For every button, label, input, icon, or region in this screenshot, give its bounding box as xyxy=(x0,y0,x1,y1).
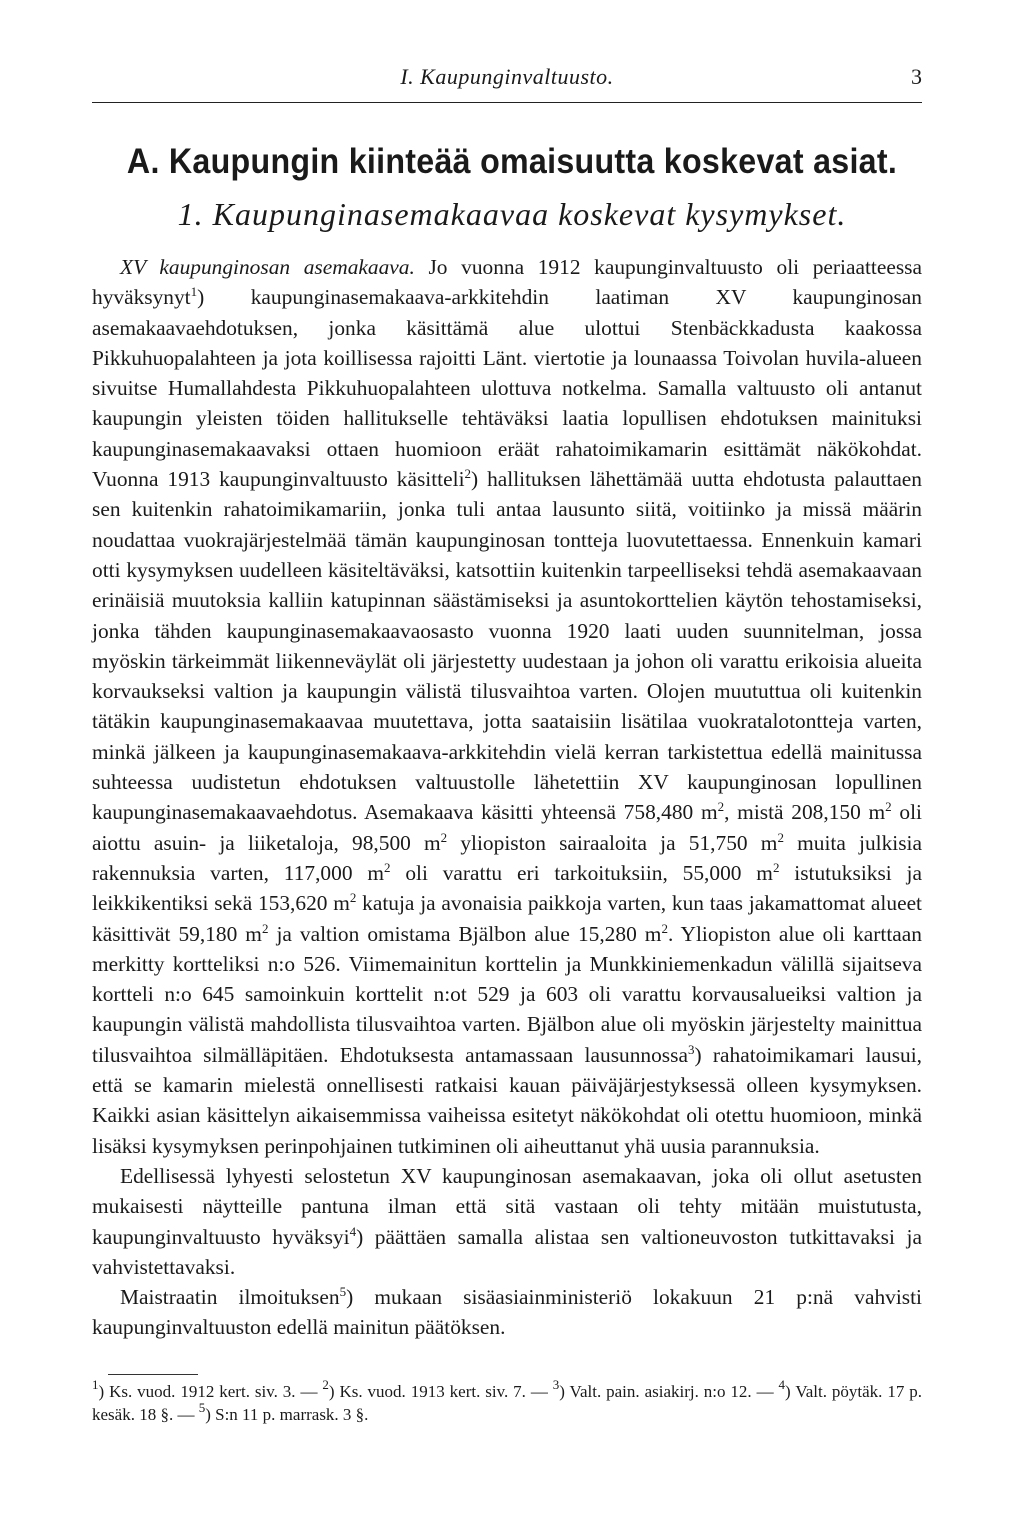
footnote-text: ) Ks. vuod. 1912 kert. siv. 3. — xyxy=(98,1382,323,1401)
text-span: ) rahatoimikamari lausui, että se kamarin mielestä onnellisesti ratkaisi kauan päiväjärjestyksessä olleen kysymyksen. Kaikki asian käsittelyn aikaisemmissa vaiheissa esitetyt näkökohdat oli otettu huomioon, minkä lisäksi kysymyksen perinpohjainen tutkiminen oli aiheuttanut yhä uusia parannuksia. xyxy=(92,1042,923,1158)
footnote-ref: 2 xyxy=(464,466,472,482)
footnotes xyxy=(92,1377,923,1426)
sub-heading: 1. Kaupunginasemakaavaa koskevat kysymykset. xyxy=(177,196,847,232)
text-span: oli aiottu asuin- ja liiketaloja, 98,500 m xyxy=(92,800,922,855)
superscript: 2 xyxy=(885,799,892,815)
footnote-number: 4 xyxy=(778,1377,786,1392)
superscript: 2 xyxy=(777,829,784,845)
text-span: Jo vuonna 1912 kaupunginvaltuusto oli periaatteessa hyväksynyt xyxy=(92,255,922,310)
superscript: 2 xyxy=(261,920,269,936)
footnote-text: ) S:n 11 p. marrask. 3 §. xyxy=(205,1405,369,1424)
footnote-number: 5 xyxy=(198,1400,206,1415)
superscript: 2 xyxy=(717,799,725,815)
footnote-text: ) Valt. pöytäk. 17 p. kesäk. 18 §. — xyxy=(92,1382,923,1424)
text-span: ja valtion omistama Bjälbon alue 15,280 m xyxy=(268,921,662,946)
text-span: yliopiston sairaaloita ja 51,750 m xyxy=(447,830,778,855)
text-span: Maistraatin ilmoituksen xyxy=(120,1285,340,1310)
paragraph-lead: XV kaupunginosan asemakaava. xyxy=(120,255,415,279)
footnote-ref: 4 xyxy=(349,1223,357,1239)
running-header xyxy=(92,62,922,103)
footnote-ref: 1 xyxy=(190,284,198,300)
text-span: . Yliopiston alue oli karttaan merkitty kortteliksi n:o 526. Viimemainitun korttelin ja Munkkiniemenkadun välillä sijaitseva kortteli n:o 645 samoinkuin korttelit n:ot 529 ja 603 oli varattu korvausalueiksi valtion ja kaupungin välistä mahdollista tilusvaihtoa varten. Bjälbon alue oli myöskin järjestelty mainittua tilusvaihtoa silmälläpitäen. Ehdotuksesta antamassaan lausunnossa xyxy=(92,921,922,1067)
superscript: 2 xyxy=(772,859,780,875)
footnote-number: 3 xyxy=(552,1377,560,1392)
text-span: katuja ja avonaisia paikkoja varten, kun taas jakamattomat alueet käsittivät 59,180 m xyxy=(92,891,923,946)
superscript: 2 xyxy=(440,829,448,845)
footnote-ref: 3 xyxy=(687,1041,695,1057)
paragraph-1 xyxy=(92,252,922,1161)
text-span: ) päättäen samalla alistaa sen valtioneuvoston tutkittavaksi ja vahvistettavaksi. xyxy=(92,1224,922,1279)
text-span: ) mukaan sisäasiainministeriö lokakuun 21 p:nä vahvisti kaupunginvaltuuston edellä mainitun päätöksen. xyxy=(92,1285,922,1340)
page-number: 3 xyxy=(911,64,922,89)
text-span: istutuksiksi ja leikkikentiksi sekä 153,620 m xyxy=(92,860,922,916)
superscript: 2 xyxy=(661,920,668,936)
footnote-text: ) Valt. pain. asiakirj. n:o 12. — xyxy=(559,1382,779,1401)
footnote-number: 2 xyxy=(322,1377,329,1392)
footnote-ref: 5 xyxy=(339,1284,347,1300)
footnote-number: 1 xyxy=(92,1377,99,1392)
paragraph-2 xyxy=(92,1161,922,1282)
paragraph-3 xyxy=(92,1282,922,1343)
text-span: Edellisessä lyhyesti selostetun XV kaupunginosan asemakaavan, joka oli ollut asetusten mukaisesti näytteille pantuna ilman että sitä vastaan oli tehty mitään muistutusta, kaupunginvaltuusto hyväksyi xyxy=(92,1163,922,1249)
section-heading: A. Kaupungin kiinteää omaisuutta koskevat asiat. xyxy=(126,142,898,181)
superscript: 2 xyxy=(349,890,357,906)
text-span: ) hallituksen lähettämää uutta ehdotusta palauttaen sen kuitenkin rahatoimikamariin, jonka tuli antaa lausunto siitä, voitiinko ja missä määrin noudattaa vuokrajärjestelmää tämän kaupunginosan tontteja luovutettaessa. Ennenkuin kamari otti kysymyksen uudelleen käsiteltäväksi, katsottiin kuitenkin tarpeelliseksi tehdä asemakaavaan erinäisiä muutoksia kalliin katupinnan säästämiseksi ja asuntokorttelien käytön tehostamiseksi, jonka tähden kaupunginasemakaavaosasto vuonna 1920 laati uuden suunnitelman, jossa myöskin tärkeimmät liikenneväylät oli järjestetty uudestaan ja johon oli varattu erikoisia alueita korvaukseksi valtion ja kaupungin välistä tilusvaihtoa varten. Olojen muututtua oli kuitenkin tätäkin kaupunginasemakaavaa muutettava, jotta saataisiin lisätilaa vuokratalotontteja varten, minkä jälkeen ja kaupunginasemakaava-arkkitehdin vielä kerran tarkistettua edellä mainitussa suhteessa uudistetun ehdotuksen valtuustolle lähetettiin XV kaupunginosan lopullinen kaupunginasemakaavaehdotus. Asemakaava käsitti yhteensä 758,480 m xyxy=(92,467,922,825)
text-span: ) kaupunginasemakaava-arkkitehdin laatiman XV kaupunginosan asemakaavaehdotuksen, jonka käsittämä alue ulottui Stenbäckkadusta kaakossa Pikkuhuopalahteen ja jota koillisessa rajoitti Länt. viertotie ja lounaassa Toivolan huvila-alueen sivuitse Humallahdesta Pikkuhuopalahteen ulottuva notkelma. Samalla valtuusto oli antanut kaupungin yleisten töiden hallitukselle tehtäväksi laatia lopullisen ehdotuksen mainituksi kaupunginasemakaavaksi ottaen huomioon eräät rahatoimikamarin esittämät näkökohdat. Vuonna 1913 kaupunginvaltuusto käsitteli xyxy=(92,285,922,492)
body-text xyxy=(92,252,922,1343)
footnote-text: ) Ks. vuod. 1913 kert. siv. 7. — xyxy=(328,1382,553,1401)
text-span: , mistä 208,150 m xyxy=(724,800,886,825)
running-title: I. Kaupunginvaltuusto. xyxy=(400,64,614,89)
text-span: oli varattu eri tarkoituksiin, 55,000 m xyxy=(390,860,773,885)
superscript: 2 xyxy=(384,859,391,875)
footnote-rule xyxy=(108,1374,198,1375)
text-span: muita julkisia rakennuksia varten, 117,000 m xyxy=(92,830,922,885)
